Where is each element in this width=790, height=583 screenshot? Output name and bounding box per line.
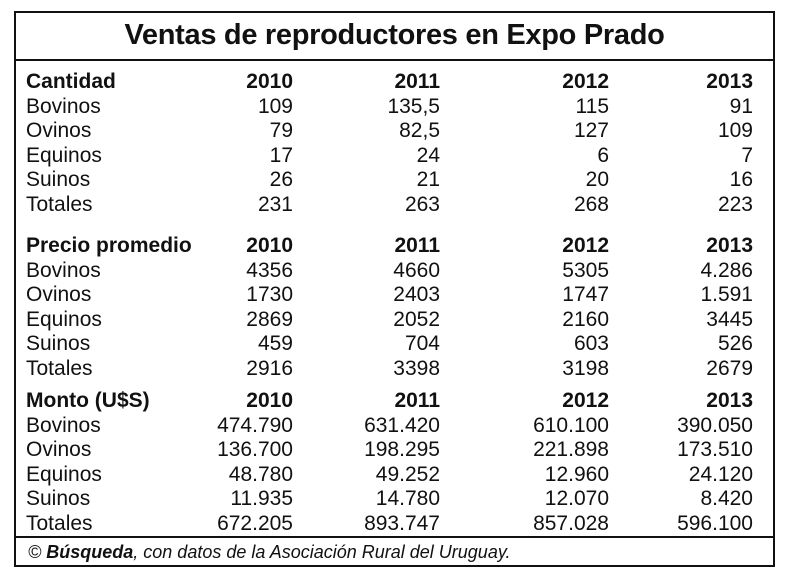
table-cell: 136.700 xyxy=(217,438,293,461)
row-label: Bovinos xyxy=(26,413,101,437)
row-label: Totales xyxy=(26,192,93,216)
year-header: 2012 xyxy=(562,70,609,93)
source-credit xyxy=(28,540,511,564)
table-cell: 2869 xyxy=(246,307,293,331)
year-header: 2013 xyxy=(706,389,753,412)
table-cell: 6 xyxy=(597,143,609,167)
row-label: Equinos xyxy=(26,143,102,167)
table-cell: 223 xyxy=(717,192,753,216)
table-cell: 1747 xyxy=(562,283,609,306)
table-cell: 91 xyxy=(729,94,753,118)
year-header: 2011 xyxy=(394,389,440,412)
table-cell: 893.747 xyxy=(364,511,440,535)
table-cell: 459 xyxy=(257,332,293,355)
table-row xyxy=(16,308,773,333)
table-cell: 12.070 xyxy=(544,487,609,510)
table-cell: 2403 xyxy=(393,283,440,306)
table-cell: 79 xyxy=(269,119,293,142)
year-header: 2010 xyxy=(246,70,293,93)
table-cell: 231 xyxy=(257,192,293,216)
table-cell: 5305 xyxy=(562,258,609,282)
table-cell: 48.780 xyxy=(228,462,293,486)
year-header: 2010 xyxy=(246,234,293,257)
table-cell: 16 xyxy=(729,168,753,191)
table-cell: 2052 xyxy=(393,307,440,331)
row-label: Suinos xyxy=(26,168,91,191)
table-row xyxy=(16,414,773,439)
footer-divider xyxy=(16,536,773,538)
table-cell: 672.205 xyxy=(217,511,293,535)
table-cell: 4660 xyxy=(393,258,440,282)
table-cell: 11.935 xyxy=(230,487,293,510)
year-header: 2011 xyxy=(394,234,440,257)
table-cell: 526 xyxy=(717,332,753,355)
table-cell: 109 xyxy=(717,119,753,142)
year-header: 2010 xyxy=(246,389,293,412)
table-cell: 596.100 xyxy=(677,511,753,535)
table-row xyxy=(16,168,773,193)
credit-rest: , con datos de la Asociación Rural del Uruguay. xyxy=(133,542,511,562)
row-label: Ovinos xyxy=(26,283,92,306)
table-row xyxy=(16,95,773,120)
table-cell: 20 xyxy=(585,168,609,191)
table-cell: 4356 xyxy=(246,258,293,282)
table-cell: 173.510 xyxy=(677,438,753,461)
row-label: Suinos xyxy=(26,332,91,355)
table-cell: 221.898 xyxy=(533,438,609,461)
table-row xyxy=(16,259,773,284)
table-cell: 3198 xyxy=(562,356,609,380)
table-cell: 24 xyxy=(416,143,440,167)
table-row xyxy=(16,487,773,512)
table-cell: 135,5 xyxy=(387,94,440,118)
table-row xyxy=(16,119,773,144)
table-cell: 26 xyxy=(269,168,293,191)
table-cell: 2160 xyxy=(562,307,609,331)
year-header: 2012 xyxy=(562,234,609,257)
table-row xyxy=(16,144,773,169)
table-row xyxy=(16,438,773,463)
table-cell: 268 xyxy=(573,192,609,216)
table-cell: 610.100 xyxy=(533,413,609,437)
table-row xyxy=(16,283,773,308)
table-cell: 198.295 xyxy=(364,438,440,461)
table-row xyxy=(16,332,773,357)
row-label: Ovinos xyxy=(26,438,92,461)
title-divider xyxy=(16,59,773,61)
section-2 xyxy=(16,389,773,536)
table-cell: 3398 xyxy=(393,356,440,380)
table-cell: 7 xyxy=(741,143,753,167)
table-cell: 21 xyxy=(416,168,440,191)
row-label: Equinos xyxy=(26,307,102,331)
section-1 xyxy=(16,234,773,381)
year-header: 2011 xyxy=(394,70,440,93)
table-frame xyxy=(14,11,775,567)
table-cell: 109 xyxy=(257,94,293,118)
table-row xyxy=(16,512,773,537)
section-0 xyxy=(16,70,773,217)
year-header: 2012 xyxy=(562,389,609,412)
table-cell: 704 xyxy=(404,332,440,355)
section-header-label: Precio promedio xyxy=(26,234,192,257)
table-cell: 24.120 xyxy=(688,462,753,486)
table-cell: 474.790 xyxy=(217,413,293,437)
row-label: Equinos xyxy=(26,462,102,486)
section-header-row xyxy=(16,234,773,259)
section-header-label: Cantidad xyxy=(26,70,116,93)
table-cell: 390.050 xyxy=(677,413,753,437)
table-cell: 127 xyxy=(573,119,609,142)
row-label: Bovinos xyxy=(26,94,101,118)
table-cell: 4.286 xyxy=(700,258,753,282)
row-label: Suinos xyxy=(26,487,91,510)
year-header: 2013 xyxy=(706,70,753,93)
table-cell: 82,5 xyxy=(399,119,440,142)
section-header-row xyxy=(16,389,773,414)
table-cell: 49.252 xyxy=(375,462,440,486)
table-cell: 631.420 xyxy=(364,413,440,437)
table-cell: 8.420 xyxy=(700,487,753,510)
table-cell: 263 xyxy=(404,192,440,216)
section-header-label: Monto (U$S) xyxy=(26,389,150,412)
row-label: Totales xyxy=(26,511,93,535)
table-cell: 3445 xyxy=(706,307,753,331)
table-cell: 603 xyxy=(573,332,609,355)
table-cell: 17 xyxy=(269,143,293,167)
credit-source: Búsqueda xyxy=(46,542,134,562)
table-row xyxy=(16,357,773,382)
table-cell: 2916 xyxy=(246,356,293,380)
table-cell: 857.028 xyxy=(533,511,609,535)
table-cell: 1.591 xyxy=(700,283,753,306)
table-cell: 12.960 xyxy=(544,462,609,486)
table-cell: 1730 xyxy=(246,283,293,306)
row-label: Totales xyxy=(26,356,93,380)
section-header-row xyxy=(16,70,773,95)
table-row xyxy=(16,463,773,488)
table-row xyxy=(16,193,773,218)
table-title: Ventas de reproductores en Expo Prado xyxy=(124,19,665,51)
table-cell: 14.780 xyxy=(375,487,440,510)
year-header: 2013 xyxy=(706,234,753,257)
credit-prefix: © xyxy=(28,542,47,562)
row-label: Ovinos xyxy=(26,119,92,142)
table-cell: 115 xyxy=(575,94,609,118)
table-cell: 2679 xyxy=(706,356,753,380)
row-label: Bovinos xyxy=(26,258,101,282)
